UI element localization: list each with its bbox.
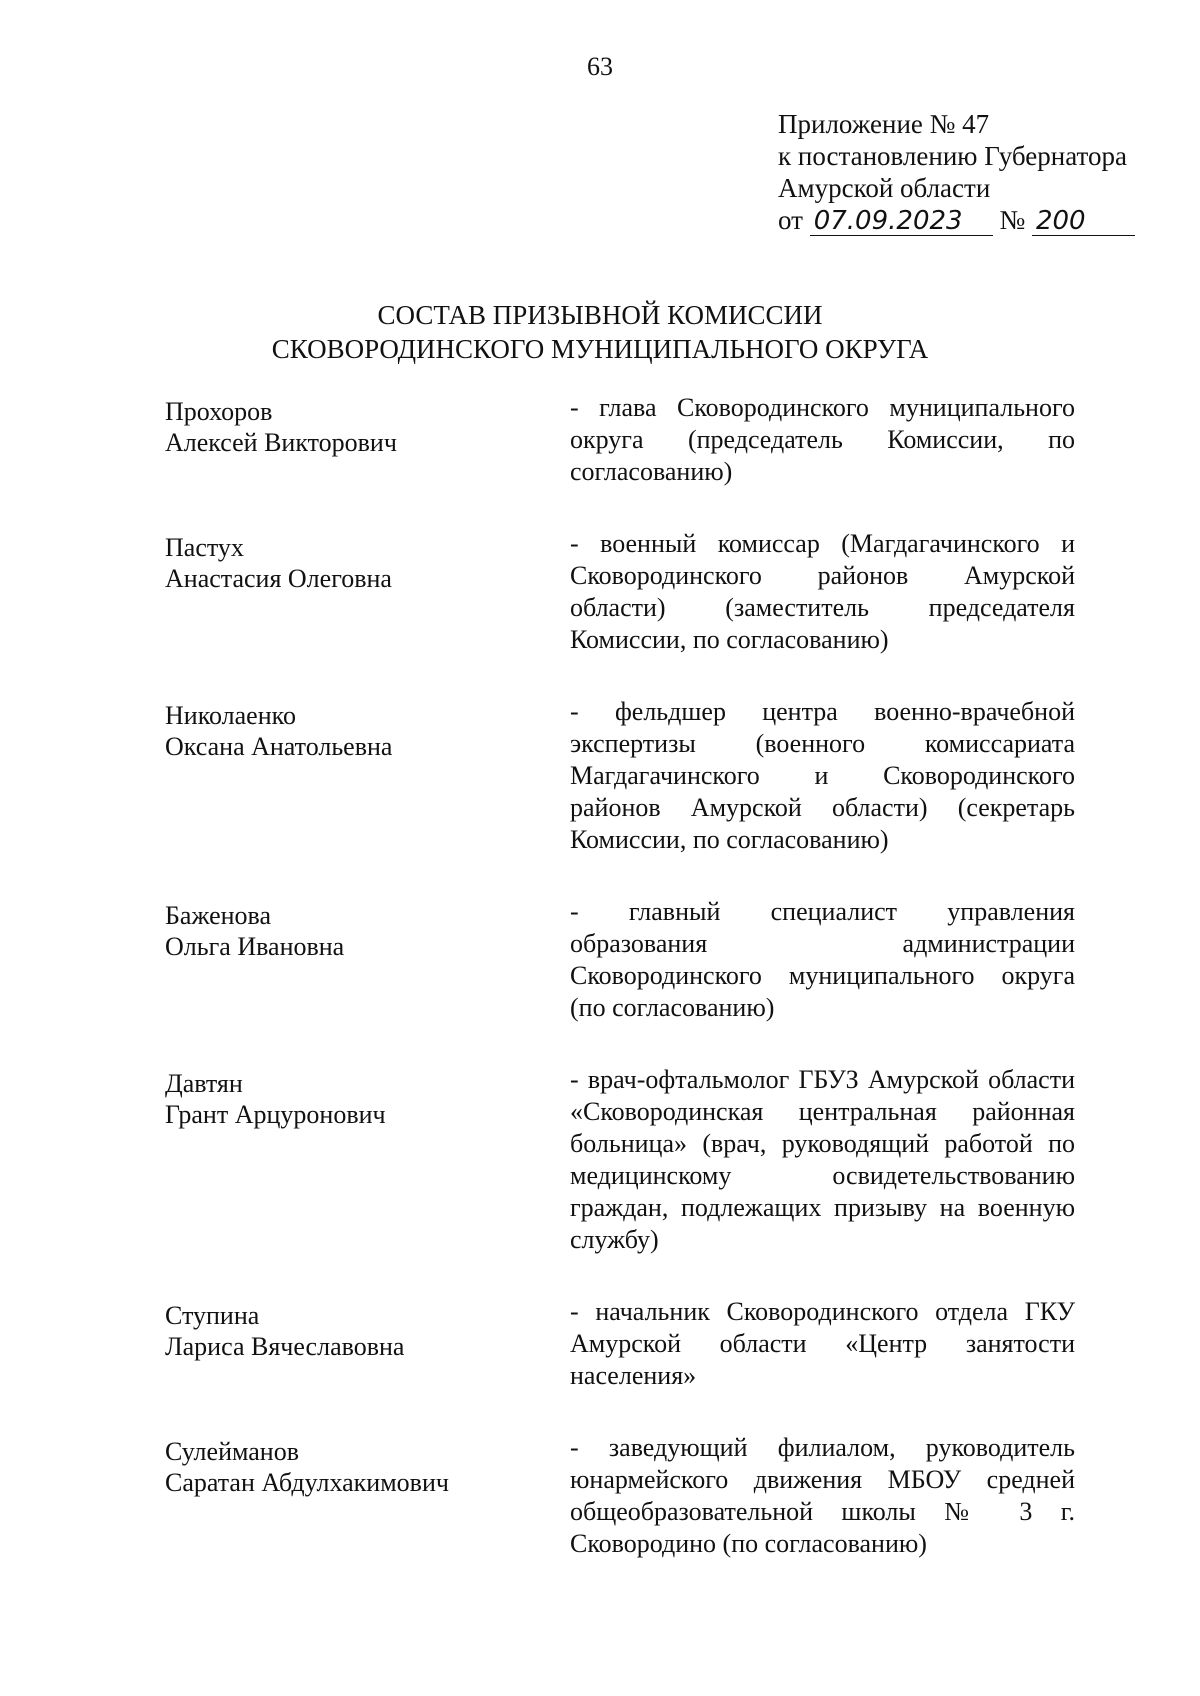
number-prefix: № xyxy=(999,205,1026,235)
appendix-block xyxy=(778,108,1135,236)
member-surname: Ступина xyxy=(165,1301,260,1330)
member-entry xyxy=(165,1432,1200,1560)
member-role: - глава Сковородинского муниципального округа (председатель Комиссии, по согласованию) xyxy=(570,393,1075,486)
title-line-1: СОСТАВ ПРИЗЫВНОЙ КОМИССИИ xyxy=(377,300,823,330)
member-name xyxy=(165,1432,570,1560)
member-name xyxy=(165,528,570,656)
member-given-name: Оксана Анатольевна xyxy=(165,732,393,761)
member-role: - фельдшер центра военно-врачебной экспертизы (военного комиссариата Магдагачинского и Сковородинского районов Амурской области) (секретарь Комиссии, по согласованию) xyxy=(570,697,1075,854)
member-surname: Сулейманов xyxy=(165,1437,299,1466)
member-entry xyxy=(165,696,1200,856)
member-surname: Николаенко xyxy=(165,701,296,730)
member-role: - заведующий филиалом, руководитель юнармейского движения МБОУ средней общеобразовательной школы № 3 г. Сковородино (по согласованию) xyxy=(570,1433,1075,1558)
member-given-name: Саратан Абдулхакимович xyxy=(165,1468,449,1497)
appendix-reference: к постановлению Губернатора xyxy=(778,141,1127,171)
member-name xyxy=(165,896,570,1024)
handwritten-date: 07.09.2023 xyxy=(810,207,993,236)
member-entry xyxy=(165,392,1200,488)
member-name xyxy=(165,1296,570,1392)
member-entry xyxy=(165,528,1200,656)
member-surname: Пастух xyxy=(165,533,244,562)
member-role: - врач-офтальмолог ГБУЗ Амурской области «Сковородинская центральная районная больница» (врач, руководящий работой по медицинскому освидетельствованию граждан, подлежащих призыву на военную службу) xyxy=(570,1065,1075,1254)
members-list xyxy=(0,392,1200,1600)
member-given-name: Ольга Ивановна xyxy=(165,932,345,961)
member-role: - главный специалист управления образования администрации Сковородинского муниципального округа (по согласованию) xyxy=(570,897,1075,1022)
member-entry xyxy=(165,896,1200,1024)
member-entry xyxy=(165,1064,1200,1256)
member-given-name: Грант Арцуронович xyxy=(165,1100,386,1129)
member-given-name: Лариса Вячеславовна xyxy=(165,1332,405,1361)
appendix-date-line xyxy=(778,204,1135,236)
member-given-name: Анастасия Олеговна xyxy=(165,564,392,593)
member-surname: Баженова xyxy=(165,901,272,930)
date-prefix: от xyxy=(778,205,803,235)
member-role: - военный комиссар (Магдагачинского и Сковородинского районов Амурской области) (заместитель председателя Комиссии, по согласованию) xyxy=(570,529,1075,654)
member-name xyxy=(165,392,570,488)
member-given-name: Алексей Викторович xyxy=(165,428,397,457)
appendix-region: Амурской области xyxy=(778,173,991,203)
appendix-title: Приложение № 47 xyxy=(778,109,990,139)
member-role: - начальник Сковородинского отдела ГКУ Амурской области «Центр занятости населения» xyxy=(570,1297,1075,1390)
title-line-2: СКОВОРОДИНСКОГО МУНИЦИПАЛЬНОГО ОКРУГА xyxy=(271,334,929,364)
page-number: 63 xyxy=(587,52,613,81)
handwritten-number: 200 xyxy=(1032,207,1135,236)
member-surname: Прохоров xyxy=(165,397,273,426)
member-entry xyxy=(165,1296,1200,1392)
document-title xyxy=(0,298,1200,366)
member-name xyxy=(165,1064,570,1256)
member-surname: Давтян xyxy=(165,1069,243,1098)
member-name xyxy=(165,696,570,856)
